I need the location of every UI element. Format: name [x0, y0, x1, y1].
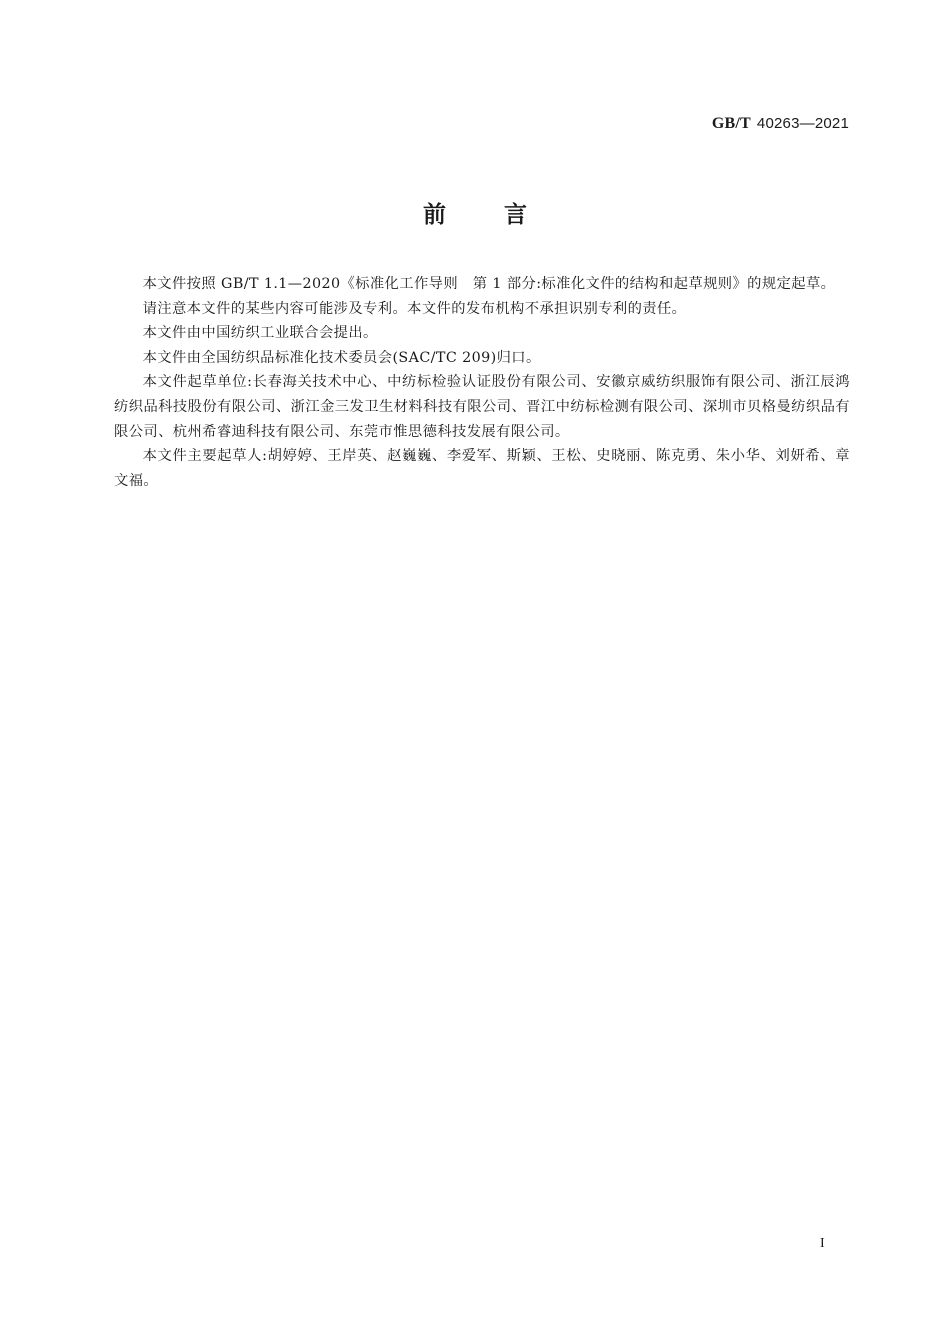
- page-title: 前言: [423, 202, 585, 228]
- paragraph-patent-notice: 请注意本文件的某些内容可能涉及专利。本文件的发布机构不承担识别专利的责任。: [142, 300, 687, 317]
- standard-code: 40263—2021: [756, 115, 849, 132]
- standard-number: [712, 114, 849, 133]
- standard-prefix: GB/T: [711, 115, 751, 132]
- paragraph-proposer: 本文件由中国纺织工业联合会提出。: [142, 325, 378, 342]
- paragraph-drafting-rules: 本文件按照 GB/T 1.1—2020《标准化工作导则 第 1 部分:标准化文件的结构和起草规则》的规定起草。: [142, 276, 836, 292]
- paragraph-committee: 本文件由全国纺织品标准化技术委员会(SAC/TC 209)归口。: [142, 349, 541, 366]
- paragraph-drafting-units: 本文件起草单位:长春海关技术中心、中纺标检验认证股份有限公司、安徽京威纺织服饰有限公司、浙江辰鸿纺织品科技股份有限公司、浙江金三发卫生材料科技有限公司、晋江中纺标检测有限公司、深圳市贝格曼纺织品有限公司、杭州希睿迪科技有限公司、东莞市惟思德科技发展有限公司。: [114, 374, 850, 440]
- paragraph-drafters: 本文件主要起草人:胡婷婷、王岸英、赵巍巍、李爱军、斯颖、王松、史晓丽、陈克勇、朱小华、刘妍希、章文福。: [114, 448, 850, 489]
- page-number: I: [820, 1236, 825, 1251]
- foreword-body: [114, 272, 850, 493]
